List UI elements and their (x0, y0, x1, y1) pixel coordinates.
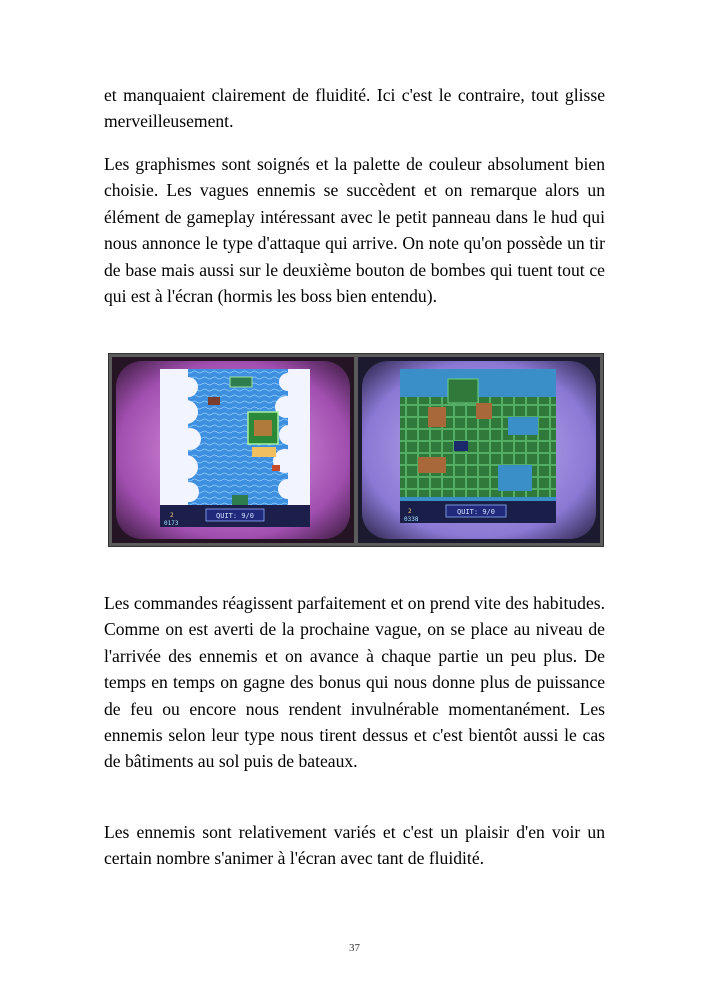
hud-lives: 2 (170, 512, 174, 519)
hud-score: 0173 (164, 520, 179, 527)
paragraph-1: et manquaient clairement de fluidité. Ici c'est le contraire, tout glisse merveilleusement. (104, 85, 605, 132)
game-screenshots-figure (108, 353, 604, 547)
screenshot-left (112, 357, 354, 543)
page-number: 37 (349, 942, 360, 954)
hud-wave-panel: QUIT: 9/0 (457, 508, 495, 516)
hud-wave-panel: QUIT: 9/0 (216, 512, 254, 520)
paragraph-2: Les graphismes sont soignés et la palette de couleur absolument bien choisie. Les vagues ennemis se succèdent et on remarque alors un élément de gameplay intéressant avec le petit panneau dans le hud qui nous annonce le type d'attaque qui arrive. On note qu'on possède un tir de base mais aussi sur le deuxième bouton de bombes qui tuent tout ce qui est à l'écran (hormis les boss bien entendu). (104, 154, 605, 307)
paragraph-4: Les ennemis sont relativement variés et c'est un plaisir d'en voir un certain nombre s'animer à l'écran avec tant de fluidité. (104, 822, 605, 869)
screenshot-right (358, 357, 600, 543)
paragraph-3: Les commandes réagissent parfaitement et on prend vite des habitudes. Comme on est averti de la prochaine vague, on se place au niveau de l'arrivée des ennemis et on avance à chaque partie un peu plus. De temps en temps on gagne des bonus qui nous donne plus de puissance de feu ou encore nous rendent invulnérable momentanément. Les ennemis selon leur type nous tirent dessus et c'est bientôt aussi le cas de bâtiments au sol puis de bateaux. (104, 593, 605, 772)
hud-score: 0338 (404, 516, 419, 523)
hud-lives: 2 (408, 508, 412, 515)
